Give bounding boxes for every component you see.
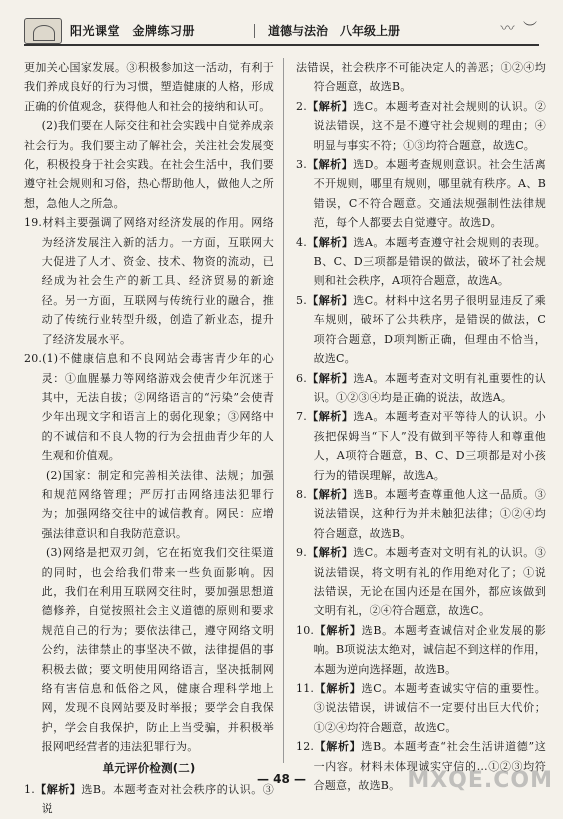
answer-number: 9. <box>296 546 307 560</box>
answer-paragraph: 20.(1)不健康信息和不良网站会毒害青少年的心灵：①血腥暴力等网络游戏会使青少年沉迷于其中，无法自拔；②网络语言的“污染”会使青少年出现文字和语言上的弱化现象；③网络中的不诚信和不良人物的行为会扭曲青少年的人生观和价值观。 <box>24 352 274 463</box>
analysis-tag: 【解析】 <box>306 546 354 560</box>
answer-item <box>296 155 546 233</box>
answer-text: 法错误，社会秩序不可能决定人的善恶；①②④均符合题意，故选B。 <box>296 61 546 94</box>
answer-text: 选B。本题考查对社会秩序的认识。③说 <box>41 783 274 816</box>
analysis-tag: 【解析】 <box>34 783 82 797</box>
column-divider <box>283 58 284 763</box>
analysis-tag: 【解析】 <box>314 682 362 695</box>
analysis-tag: 【解析】 <box>314 740 362 754</box>
analysis-tag: 【解析】 <box>306 158 354 172</box>
answer-text: 选C。本题考查对文明有礼的认识。③说法错误，将文明有礼的作用绝对化了；①说法错误，无论在国内还是在国外，都应该做到文明有礼，②④符合题意，故选C。 <box>313 546 546 618</box>
answer-number: 10. <box>296 623 315 637</box>
answer-number: 3. <box>296 158 307 172</box>
header-divider <box>254 24 255 38</box>
answer-text: 选A。本题考查对文明有礼重要性的认识。①②③④均是正确的说法，故选A。 <box>313 371 546 404</box>
birds-decoration-icon: 〰 ︶ <box>500 21 539 37</box>
answer-paragraph: (2)国家：制定和完善相关法律、法规；加强和规范网络管理；严厉打击网络违法犯罪行为；加强网络交往中的诚信教育。网民：应增强法律意识和自我防范意识。 <box>41 468 274 540</box>
answer-number: 4. <box>296 235 307 249</box>
answer-number: 7. <box>296 410 307 424</box>
answer-number: 8. <box>296 487 307 501</box>
answer-number: 6. <box>296 371 307 385</box>
answer-text: 选D。本题考查规则意识。社会生活离不开规则，哪里有规则，哪里就有秩序。A、B错误，C不符合题意。交通法规强制性法律规范，每个人都要去自觉遵守。故选D。 <box>313 158 546 230</box>
answer-text: 选B。本题考查诚信对企业发展的影响。B项说法太绝对，诚信起不到这样的作用，本题为逆向选择题，故选B。 <box>313 623 546 676</box>
series-logo-icon <box>24 18 62 44</box>
analysis-tag: 【解析】 <box>306 410 354 424</box>
answer-item <box>296 543 546 621</box>
answer-number: 11. <box>296 682 315 695</box>
answer-item <box>296 58 546 97</box>
series-title: 阳光课堂 金牌练习册 <box>70 24 196 38</box>
answer-item <box>296 369 546 408</box>
page-header <box>24 16 539 46</box>
answer-item <box>296 621 546 679</box>
answer-paragraph: (2)我们要在人际交往和社会实践中自觉养成亲社会行为。我们要主动了解社会，关注社会发展变化，积极投身于社会实践。在社会生活中，我们要遵守社会规则和习俗，热心帮助他人，做他人之所想，急他人之所急。 <box>24 119 274 210</box>
answer-text: 选B。本题考查“社会生活讲道德”这一内容。材料未体现诚实守信的…①②③均符合题意，故选B。 <box>313 740 546 793</box>
answer-number: 1. <box>24 783 35 797</box>
analysis-tag: 【解析】 <box>306 293 354 307</box>
answer-paragraph: 更加关心国家发展。③积极参加这一活动，有利于我们养成良好的行为习惯，塑造健康的人格，形成正确的价值观念，获得他人和社会的接纳和认可。 <box>24 61 274 113</box>
analysis-tag: 【解析】 <box>306 371 354 385</box>
answer-paragraph: (3)网络是把双刃剑，它在拓宽我们交往渠道的同时，也会给我们带来一些负面影响。因此，我们在利用互联网交往时，要加强思想道德修养，自觉按照社会主义道德的原则和要求规范自己的行为；要依法律己，遵守网络文明公约，法律禁止的事坚决不做，法律提倡的事积极去做；要文明使用网络语言，坚决抵制网络有害信息和低俗之风，健康合理科学地上网，发现不良网站要及时举报；要学会自我保护，学会自我保护，防止上当受骗，并积极举报网吧经营者的违法犯罪行为。 <box>41 546 274 754</box>
answer-text: 选A。本题考查遵守社会规则的表现。B、C、D三项都是错误的做法，破坏了社会规则和社会秩序，A项符合题意，故选A。 <box>313 235 546 288</box>
analysis-tag: 【解析】 <box>306 487 354 501</box>
answer-item <box>296 291 546 369</box>
analysis-tag: 【解析】 <box>306 235 354 249</box>
section-title: 单元评价检测(二) <box>102 760 196 775</box>
watermark: MXQE.COM <box>407 768 553 793</box>
answer-item <box>296 407 546 485</box>
answer-text: 选C。本题考查对社会规则的认识。②说法错误，这不是不遵守社会规则的理由；④明显与事实不符；①③均符合题意，故选C。 <box>313 99 546 152</box>
subject-title: 道德与法治 八年级上册 <box>268 24 401 38</box>
answer-item <box>296 233 546 291</box>
page-number: — 48 — <box>256 772 307 786</box>
answer-text: 选A。本题考查对平等待人的认识。小孩把保姆当“下人”没有做到平等待人和尊重他人，A项符合题意，B、C、D三项都是对小孩行为的错误理解，故选A。 <box>313 410 546 482</box>
answer-item <box>296 97 546 155</box>
answer-item <box>296 485 546 543</box>
answer-text: 选B。本题考查尊重他人这一品质。③说法错误，这种行为并未触犯法律；①②④均符合题意，故选B。 <box>313 487 546 540</box>
answer-paragraph: 19.材料主要强调了网络对经济发展的作用。网络为经济发展注入新的活力。一方面，互联网大大促进了人才、资金、技术、物资的流动，已经成为社会生产的新工具、经济贸易的新途径。另一方面，互联网与传统行业的融合，推动了传统行业转型升级，创造了新业态，提升了经济发展水平。 <box>24 216 274 346</box>
answer-number: 5. <box>296 293 307 307</box>
analysis-tag: 【解析】 <box>306 99 354 113</box>
analysis-tag: 【解析】 <box>314 623 362 637</box>
answer-number: 12. <box>296 740 315 754</box>
answer-text: 选C。材料中这名男子很明显违反了乘车规则，破坏了公共秩序，是错误的做法，C项符合题意，D项判断正确，但理由不恰当，故选C。 <box>313 293 546 366</box>
answer-text: 选C。本题考查诚实守信的重要性。③说法错误，讲诚信不一定要付出巨大代价；①②④均符合题意，故选C。 <box>313 682 546 734</box>
answer-number: 2. <box>296 99 307 113</box>
left-column <box>24 58 274 816</box>
answer-item <box>296 679 546 737</box>
